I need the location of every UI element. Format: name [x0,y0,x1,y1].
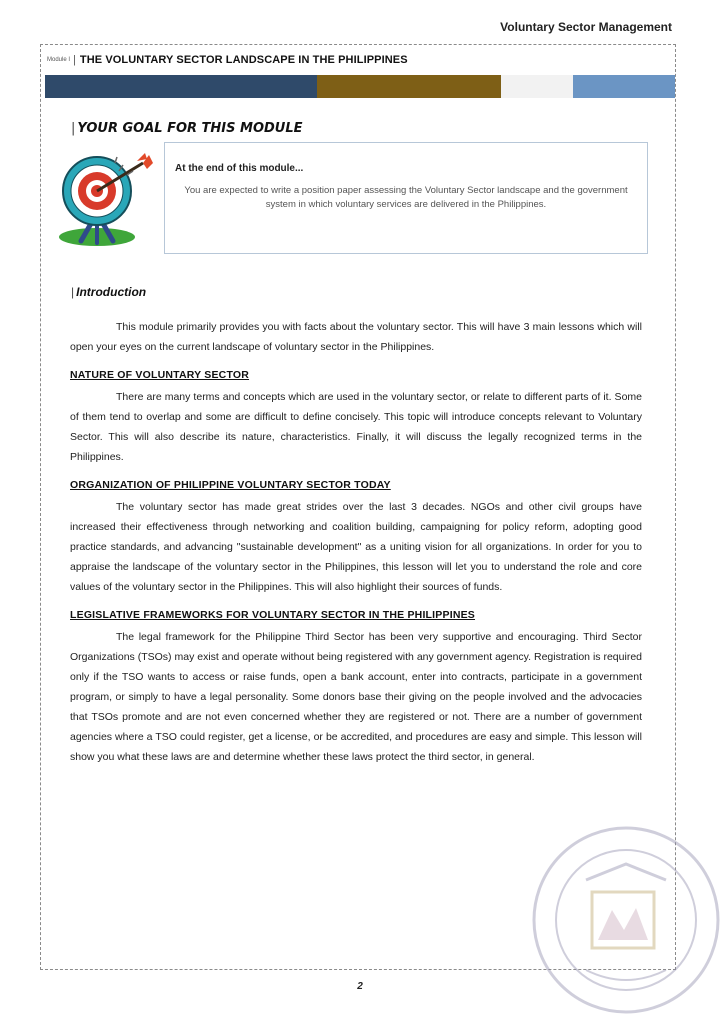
section-heading-nature: NATURE OF VOLUNTARY SECTOR [70,369,250,381]
intro-heading-text: Introduction [76,285,147,299]
module-tag: Module I [47,57,71,63]
goal-box [164,142,648,254]
running-header: Voluntary Sector Management [500,20,672,34]
section-paragraph-organization: The voluntary sector has made great strides over the last 3 decades. NGOs and other civil groups have increased their effectiveness through networking and coalition building, campaigning for policy reform, adopting good practice standards, and advancing "sustainable development" as a uniting vision for all organizations. In order for you to appraise the landscape of the voluntary sector in the Philippines, this lesson will let you to understand the role and core values of the voluntary sector in the Philippines. This will also highlight their sources of funds. [70,501,642,593]
target-arrow-icon [57,151,157,256]
section-heading-legislative: LEGISLATIVE FRAMEWORKS FOR VOLUNTARY SECTOR IN THE PHILIPPINES [70,609,476,621]
color-band [45,75,675,98]
university-seal-watermark-icon [526,820,720,1025]
main-content [70,317,642,767]
color-band-olive [317,75,501,98]
goal-heading: | YOUR GOAL FOR THIS MODULE [71,121,303,136]
color-band-navy [45,75,317,98]
intro-heading: | Introduction [71,285,147,299]
page-number: 2 [357,981,363,992]
intro-paragraph: This module primarily provides you with facts about the voluntary sector. This will have 3 main lessons which will open your eyes on the current landscape of voluntary sector in the Philippines. [70,321,642,353]
module-line [47,54,408,66]
section-paragraph-nature: There are many terms and concepts which are used in the voluntary sector, or relate to different parts of it. Some of them tend to overlap and some are difficult to define concisely. This topic will introduce concepts relevant to Voluntary Sector. This will also describe its nature, characteristics. Finally, it will discuss the legally recognized terms in the Philippines. [70,391,642,463]
section-heading-organization: ORGANIZATION OF PHILIPPINE VOLUNTARY SECTOR TODAY [70,479,391,491]
module-title: THE VOLUNTARY SECTOR LANDSCAPE IN THE PHILIPPINES [79,54,408,66]
color-band-blue [573,75,675,98]
color-band-light [501,75,573,98]
module-divider: | [73,54,76,66]
section-paragraph-legislative: The legal framework for the Philippine Third Sector has been very supportive and encouraging. Third Sector Organizations (TSOs) may exist and operate without being registered with any government agency. Registration is required only if the TSO wants to access or raise funds, open a bank account, enter into contracts, participate in a government program, or simply to have a legal personality. Some donors base their giving on the people involved and the advocacies that TSOs promote and are not even concerned whether they are registered or not. There are a number of government agencies where a TSO could register, get a license, or be accredited, and procedures are easy and simple. This lesson will show you what these laws are and determine whether these laws protect the third sector, in general. [70,631,642,763]
goal-lead: At the end of this module... [175,163,304,174]
goal-heading-text: YOUR GOAL FOR THIS MODULE [77,121,303,136]
goal-text: You are expected to write a position paper assessing the Voluntary Sector landscape and the government system in which voluntary services are delivered in the Philippines. [184,185,628,210]
